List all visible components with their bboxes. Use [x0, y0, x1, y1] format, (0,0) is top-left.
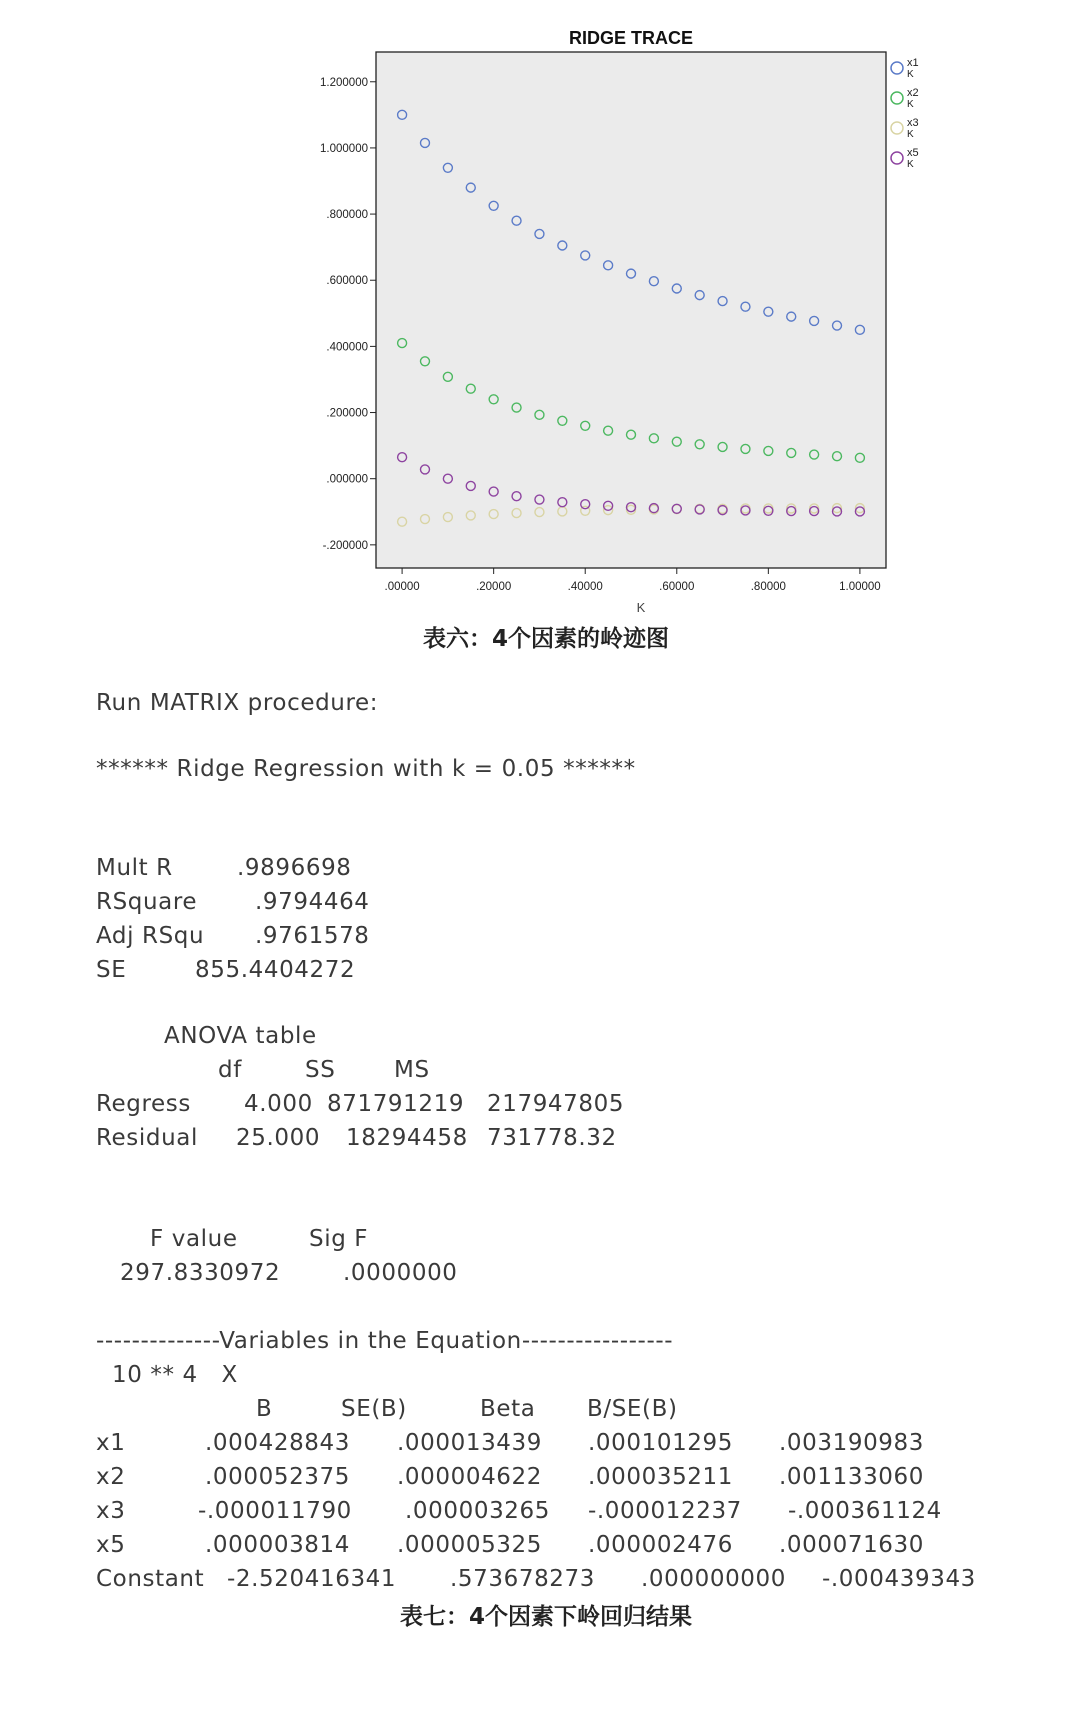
- var-cell: -.000439343: [822, 1566, 976, 1592]
- col-header: Beta: [480, 1396, 536, 1422]
- x-tick-label: 1.00000: [839, 581, 881, 593]
- anova-title: ANOVA table: [164, 1023, 317, 1049]
- var-cell: .000052375: [205, 1464, 351, 1490]
- var-cell: .000071630: [779, 1532, 925, 1558]
- ridge-trace-svg: [0, 0, 1092, 620]
- legend-marker-x5: [891, 152, 903, 164]
- y-tick-label: 1.200000: [320, 76, 368, 89]
- stat-value: 855.4404272: [195, 957, 356, 983]
- plot-area: [376, 52, 886, 568]
- variables-title: --------------Variables in the Equation-----------------: [96, 1328, 674, 1354]
- ridge-trace-chart: [0, 0, 1092, 620]
- var-cell: .000002476: [588, 1532, 734, 1558]
- legend-label-x1: x1: [907, 57, 919, 69]
- var-cell: .003190983: [779, 1430, 925, 1456]
- y-tick-label: .600000: [326, 275, 368, 288]
- legend-marker-x2: [891, 92, 903, 104]
- y-tick-label: .400000: [326, 341, 368, 354]
- x-tick-label: .20000: [476, 581, 512, 593]
- var-name: x1: [96, 1430, 126, 1456]
- var-cell: .000013439: [397, 1430, 543, 1456]
- stat-value: .9896698: [237, 855, 352, 881]
- legend-sub-x5: K: [907, 159, 914, 170]
- legend-label-x5: x5: [907, 147, 919, 159]
- legend-sub-x3: K: [907, 129, 914, 140]
- var-cell: .000003814: [205, 1532, 351, 1558]
- var-cell: .000000000: [641, 1566, 787, 1592]
- y-tick-label: .800000: [326, 209, 368, 222]
- stat-label: RSquare: [96, 889, 198, 915]
- var-cell: .001133060: [779, 1464, 925, 1490]
- ridge-regression-line: ****** Ridge Regression with k = 0.05 ******: [96, 756, 636, 782]
- col-header: B/SE(B): [587, 1396, 678, 1422]
- y-tick-label: .200000: [326, 407, 368, 420]
- x-tick-label: .40000: [567, 581, 603, 593]
- stat-label: Mult R: [96, 855, 173, 881]
- anova-cell: 731778.32: [487, 1125, 617, 1151]
- var-cell: -.000361124: [788, 1498, 942, 1524]
- var-cell: .000101295: [588, 1430, 734, 1456]
- legend-label-x3: x3: [907, 117, 919, 129]
- chart-title: RIDGE TRACE: [568, 28, 694, 48]
- var-name: x3: [96, 1498, 126, 1524]
- anova-cell: 871791219: [327, 1091, 465, 1117]
- col-header: B: [256, 1396, 273, 1422]
- anova-header-ms: MS: [394, 1057, 430, 1083]
- var-name: x5: [96, 1532, 126, 1558]
- f-value: 297.8330972: [120, 1260, 281, 1286]
- var-cell: -.000011790: [198, 1498, 352, 1524]
- legend-sub-x2: K: [907, 99, 914, 110]
- stat-label: SE: [96, 957, 127, 983]
- legend-marker-x3: [891, 122, 903, 134]
- y-tick-label: -.200000: [322, 539, 368, 552]
- figure-7-caption: 表七：4个因素下岭回归结果: [399, 1604, 692, 1630]
- var-cell: .000005325: [397, 1532, 543, 1558]
- col-header: SE(B): [341, 1396, 407, 1422]
- stat-value: .9761578: [255, 923, 370, 949]
- legend-marker-x1: [891, 62, 903, 74]
- sig-header: Sig F: [309, 1226, 369, 1252]
- x-tick-label: .00000: [384, 581, 420, 593]
- sig-value: .0000000: [343, 1260, 458, 1286]
- legend-sub-x1: K: [907, 69, 914, 80]
- stat-label: Adj RSqu: [96, 923, 205, 949]
- var-name: x2: [96, 1464, 126, 1490]
- y-tick-label: 1.000000: [320, 142, 368, 155]
- legend-label-x2: x2: [907, 87, 919, 99]
- anova-cell: 217947805: [487, 1091, 625, 1117]
- x-tick-label: .60000: [659, 581, 695, 593]
- x-tick-label: .80000: [750, 581, 786, 593]
- var-cell: .000003265: [405, 1498, 551, 1524]
- anova-cell: 18294458: [346, 1125, 468, 1151]
- var-cell: -.000012237: [588, 1498, 742, 1524]
- var-cell: .573678273: [450, 1566, 596, 1592]
- anova-row-label: Residual: [96, 1125, 198, 1151]
- stat-value: .9794464: [255, 889, 370, 915]
- run-matrix-line: Run MATRIX procedure:: [96, 690, 379, 716]
- var-cell: .000035211: [588, 1464, 734, 1490]
- anova-header-ss: SS: [305, 1057, 336, 1083]
- anova-cell: 4.000: [244, 1091, 313, 1117]
- y-tick-label: .000000: [326, 473, 368, 486]
- var-cell: -2.520416341: [227, 1566, 397, 1592]
- f-header: F value: [150, 1226, 238, 1252]
- var-name: Constant: [96, 1566, 205, 1592]
- anova-cell: 25.000: [236, 1125, 321, 1151]
- var-cell: .000428843: [205, 1430, 351, 1456]
- var-cell: .000004622: [397, 1464, 543, 1490]
- figure-6-caption: 表六：4个因素的岭迹图: [422, 626, 669, 652]
- anova-header-df: df: [218, 1057, 242, 1083]
- x-axis-label: K: [636, 600, 646, 615]
- anova-row-label: Regress: [96, 1091, 191, 1117]
- scale-line: 10 ** 4 X: [112, 1362, 238, 1388]
